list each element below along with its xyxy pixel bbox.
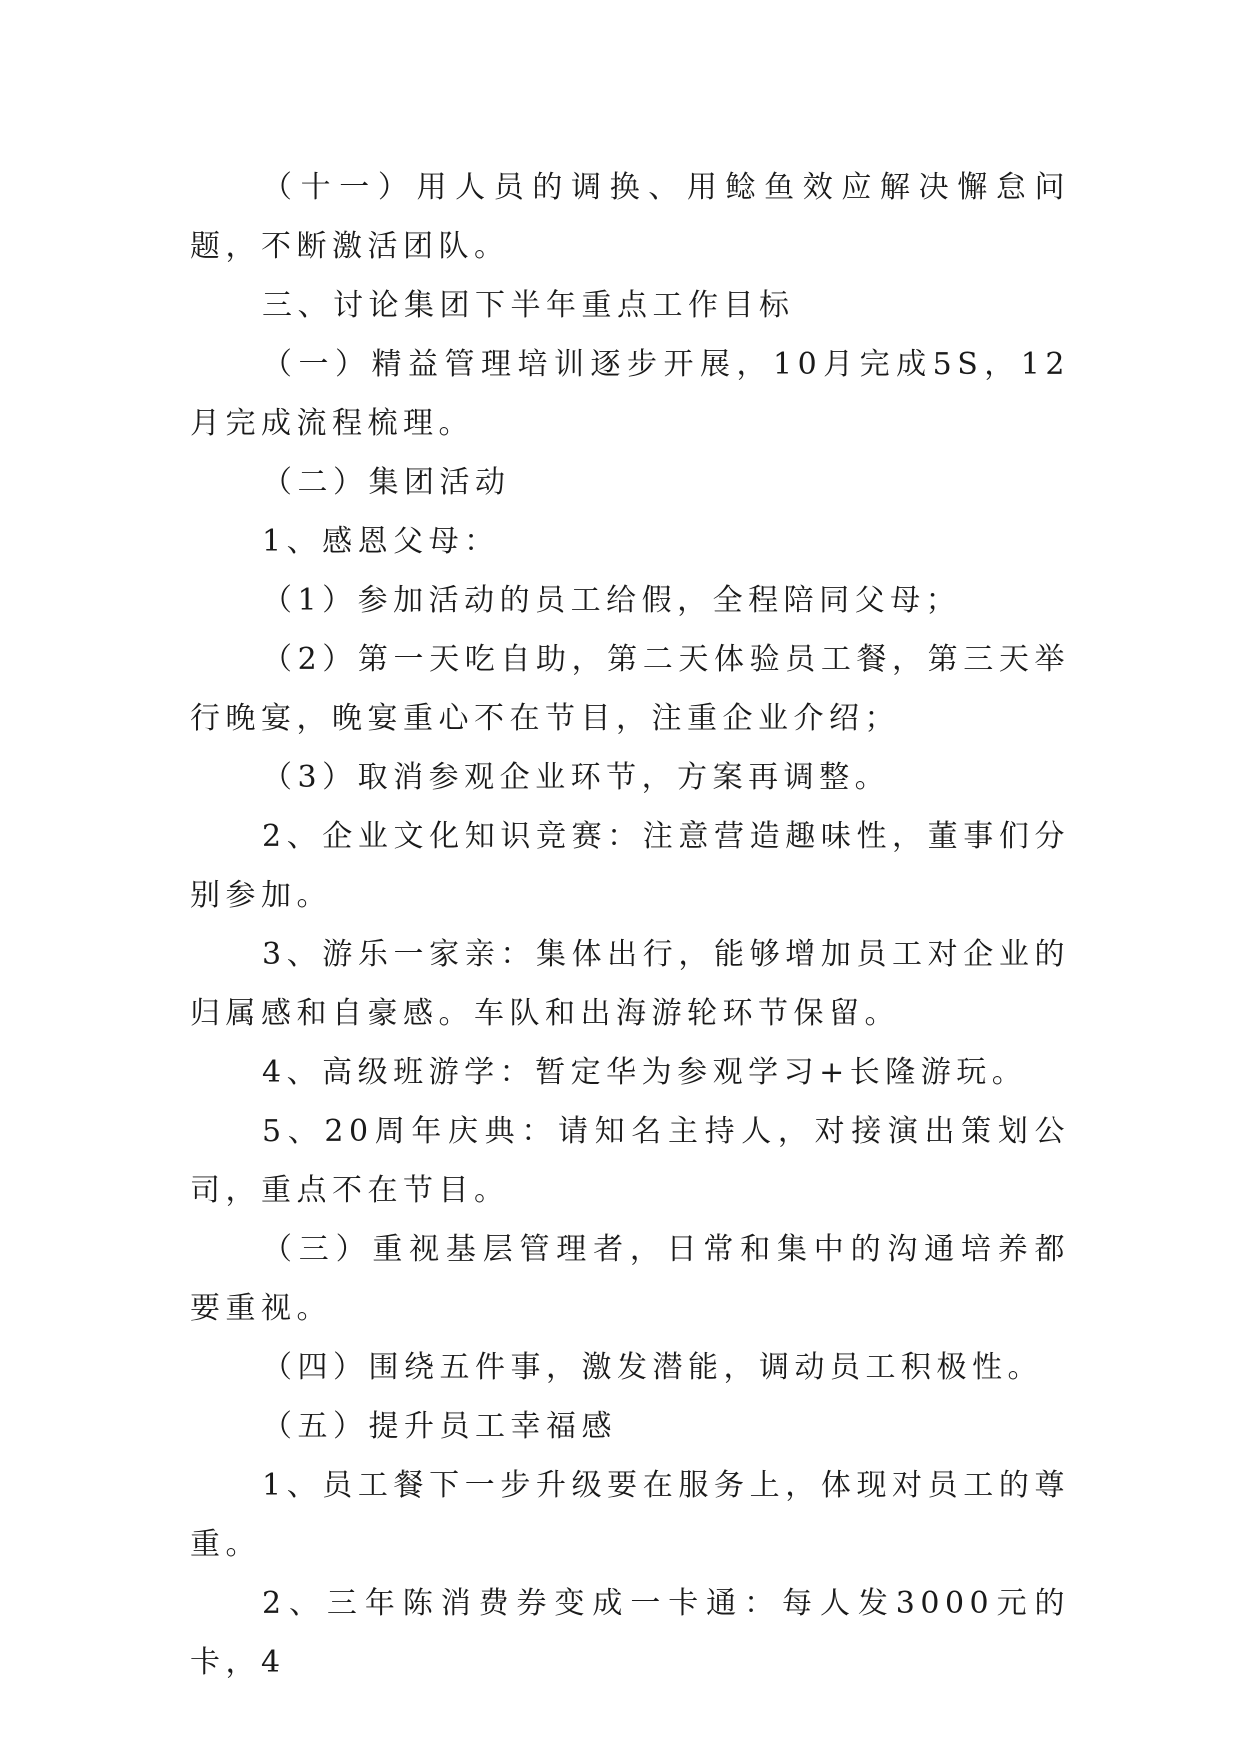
paragraph: （十一）用人员的调换、用鲶鱼效应解决懈怠问题，不断激活团队。 <box>190 170 1070 264</box>
list-item: 3、游乐一家亲：集体出行，能够增加员工对企业的归属感和自豪感。车队和出海游轮环节保留。 <box>190 937 1070 1031</box>
subsection-heading: （二）集团活动 <box>262 465 511 500</box>
list-item: （1）参加活动的员工给假，全程陪同父母； <box>262 583 962 618</box>
list-item: （2）第一天吃自助，第二天体验员工餐，第三天举行晚宴，晚宴重心不在节目，注重企业介绍； <box>190 642 1070 736</box>
paragraph: （一）精益管理培训逐步开展，10月完成5S，12月完成流程梳理。 <box>190 347 1070 441</box>
list-item: 2、企业文化知识竞赛：注意营造趣味性，董事们分别参加。 <box>190 819 1070 913</box>
list-item: 1、员工餐下一步升级要在服务上，体现对员工的尊重。 <box>190 1468 1070 1562</box>
subsection-heading: （五）提升员工幸福感 <box>262 1409 617 1444</box>
list-item: 1、感恩父母： <box>262 524 500 559</box>
subsection-heading: （四）围绕五件事，激发潜能，调动员工积极性。 <box>262 1350 1043 1385</box>
document-body <box>190 158 1070 1692</box>
list-item: （3）取消参观企业环节，方案再调整。 <box>262 760 891 795</box>
section-heading: 三、讨论集团下半年重点工作目标 <box>262 288 795 323</box>
list-item: 5、20周年庆典：请知名主持人，对接演出策划公司，重点不在节目。 <box>190 1114 1070 1208</box>
list-item: 4、高级班游学：暂定华为参观学习+长隆游玩。 <box>262 1055 1028 1090</box>
list-item: 2、三年陈消费券变成一卡通：每人发3000元的卡，4 <box>190 1586 1070 1680</box>
subsection-heading: （三）重视基层管理者，日常和集中的沟通培养都要重视。 <box>190 1232 1070 1326</box>
